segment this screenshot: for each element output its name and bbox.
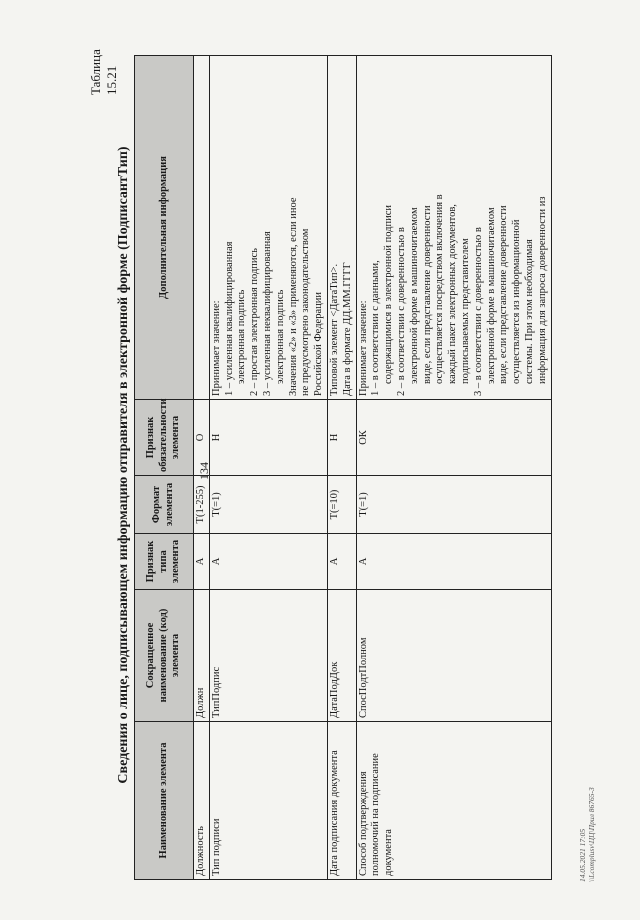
table-row [194, 56, 210, 880]
footer-timestamp: 14.05.2021 17:05 [578, 828, 587, 882]
cell-code: ТипПодпис [209, 590, 327, 722]
info-line: виде, если представление доверенности [421, 205, 433, 384]
info-line: подписываемых представителем [459, 238, 471, 384]
header-element-required: Признак обязательности элемента [135, 400, 194, 476]
info-line: 3 – усиленная неквалифицированная [261, 231, 273, 396]
cell-required: ОК [356, 400, 551, 476]
cell-info [194, 56, 210, 400]
info-line: каждый пакет электронных документов, [447, 204, 459, 384]
footer-path: \\Lcomplusv\ЦЦ\Прил 86765-3 [587, 787, 597, 882]
cell-info [327, 56, 356, 400]
info-line: системы. При этом необходимая [523, 239, 535, 384]
cell-code: СпосПодтПолном [356, 590, 551, 722]
info-line: осуществляется посредством включения в [434, 194, 446, 384]
print-footer [578, 787, 597, 882]
info-line: информация для запроса доверенности из [536, 196, 548, 384]
cell-format: T(1-255) [194, 476, 210, 534]
info-line: электронной форме в машиночитаемом [408, 207, 420, 384]
info-line: 1 – в соответствии с данными, [370, 260, 382, 396]
info-line: электронной форме в машиночитаемом [485, 207, 497, 384]
table-label: Таблица 15.21 [88, 49, 119, 95]
cell-format: T(=1) [356, 476, 551, 534]
elements-table [134, 55, 552, 880]
header-element-name: Наименование элемента [135, 722, 194, 880]
info-line: виде, если представление доверенности [498, 205, 510, 384]
info-line: 3 – в соответствии с доверенностью в [472, 227, 484, 396]
cell-type: А [209, 534, 327, 590]
page-number: 134 [197, 462, 211, 480]
info-line: содержащимися в электронной подписи [383, 205, 395, 384]
cell-format: T(=10) [327, 476, 356, 534]
cell-type: А [327, 534, 356, 590]
cell-required: О [194, 400, 210, 476]
table-row [327, 56, 356, 880]
cell-name: Способ подтверждения полномочий на подписание документа [356, 722, 551, 880]
cell-info [356, 56, 551, 400]
info-line: Российской Федерации [313, 292, 325, 396]
cell-code: Должн [194, 590, 210, 722]
info-line: электронная подпись [236, 289, 248, 384]
info-line: не предусмотрено законодательством [300, 228, 312, 396]
cell-name: Дата подписания документа [327, 722, 356, 880]
cell-type: А [194, 534, 210, 590]
info-line: Дата в формате ДД.ММ.ГГГГ [341, 262, 353, 396]
info-line: 2 – в соответствии с доверенностью в [395, 227, 407, 396]
header-element-format: Формат элемента [135, 476, 194, 534]
info-line: Значения «2» и «3» применяются, если иное [287, 197, 299, 396]
table-header-row [135, 56, 194, 880]
rotated-sheet [20, 20, 620, 900]
info-line: 2 – простая электронная подпись [249, 248, 261, 396]
cell-name: Должность [194, 722, 210, 880]
table-row [356, 56, 551, 880]
info-line: Типовой элемент <ДатаТип>. [328, 263, 340, 396]
info-line: Принимает значение: [357, 300, 369, 396]
header-element-code: Сокращенное наименование (код) элемента [135, 590, 194, 722]
table-row [209, 56, 327, 880]
info-line: 1 – усиленная квалифицированная [223, 241, 235, 396]
cell-required: Н [327, 400, 356, 476]
cell-code: ДатаПодДок [327, 590, 356, 722]
cell-name: Тип подписи [209, 722, 327, 880]
info-line: осуществляется из информационной [511, 219, 523, 384]
cell-info [209, 56, 327, 400]
cell-type: А [356, 534, 551, 590]
table-title: Сведения о лице, подписывающем информацию отправителя в электронной форме (ПодписантТип) [116, 146, 131, 784]
cell-format: T(=1) [209, 476, 327, 534]
header-additional-info: Дополнительная информация [135, 56, 194, 400]
cell-required: Н [209, 400, 327, 476]
info-line: Принимает значение: [210, 300, 222, 396]
info-line: электронная подпись [274, 289, 286, 384]
header-element-type: Признак типа элемента [135, 534, 194, 590]
